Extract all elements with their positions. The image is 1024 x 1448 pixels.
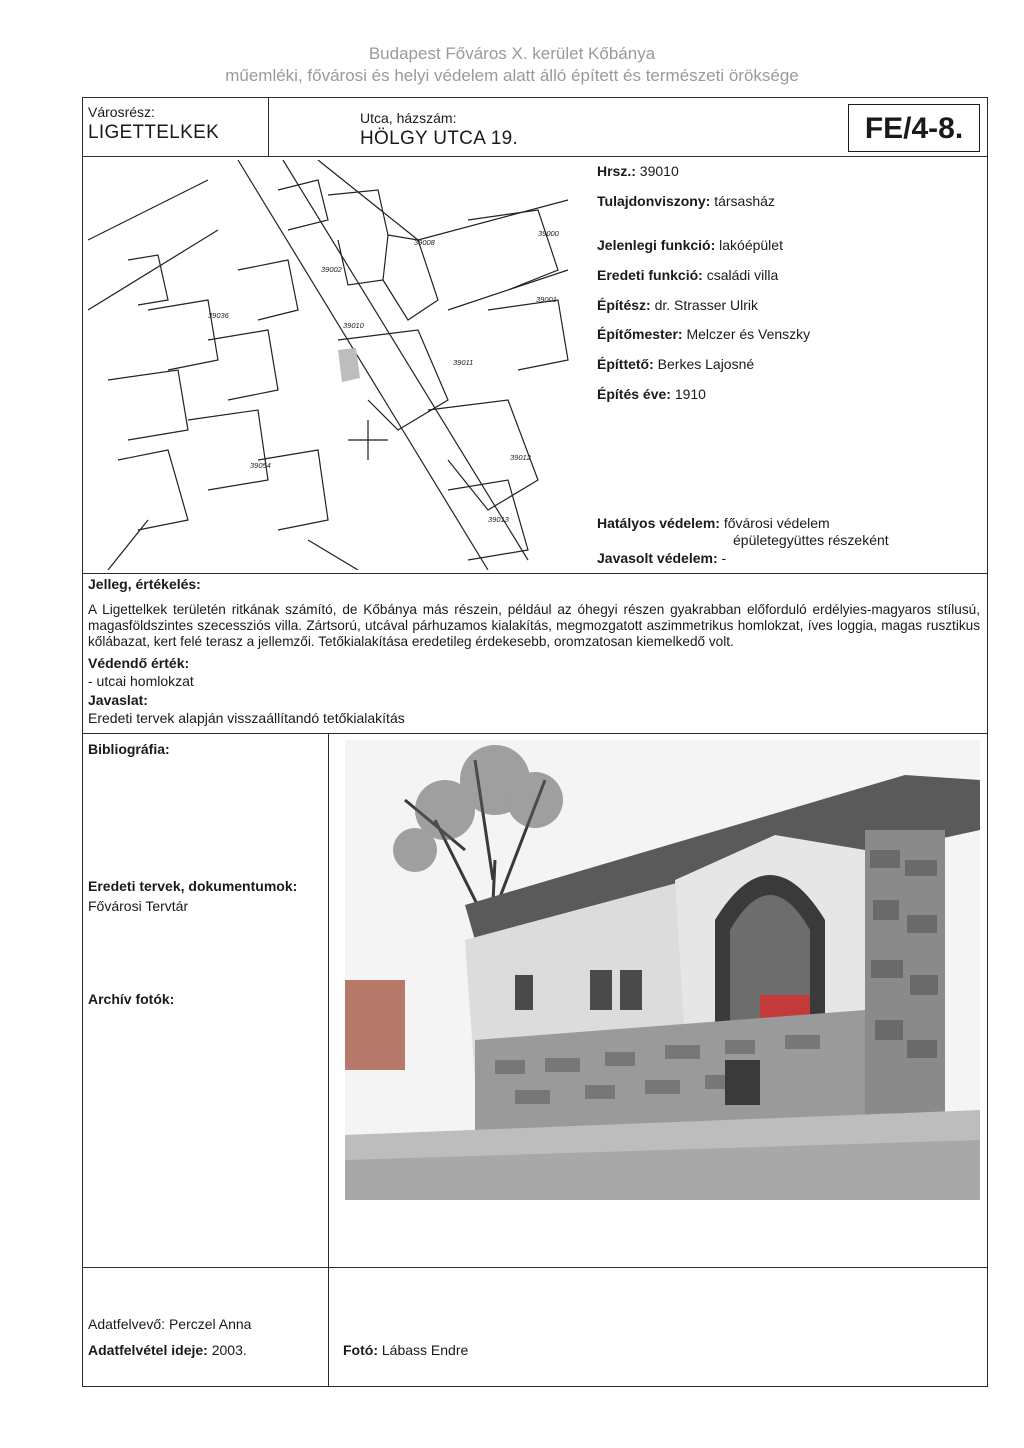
recorder-value: Perczel Anna: [168, 1316, 252, 1332]
protection-row: [597, 515, 830, 531]
street-label: Utca, házszám:: [360, 110, 457, 126]
proposed-row: [597, 550, 726, 566]
builder-row: [597, 326, 810, 342]
current-function-row: [597, 237, 783, 253]
parcel-number: 39012: [510, 453, 531, 462]
parcel-number: 39000: [538, 229, 559, 238]
ownership-label: Tulajdonviszony:: [597, 193, 711, 209]
architect-label: Építész:: [597, 297, 651, 313]
archive-photos-label: Archív fotók:: [88, 991, 175, 1007]
parcel-number: 39008: [414, 238, 435, 247]
parcel-number: 39002: [321, 265, 342, 274]
proposed-label: Javasolt védelem:: [597, 550, 718, 566]
client-row: [597, 356, 754, 372]
photo-label: Fotó:: [343, 1342, 378, 1358]
original-function-row: [597, 267, 778, 283]
rule-left-column: [328, 733, 329, 1387]
builder-label: Építőmester:: [597, 326, 683, 342]
documents-label: Eredeti tervek, dokumentumok:: [88, 878, 298, 894]
recorder-label: Adatfelvevő:: [88, 1316, 166, 1332]
rule-under-map: [83, 573, 987, 574]
parcel-number: 39013: [488, 515, 509, 524]
photo-credit-row: [343, 1342, 468, 1358]
date-value: 2003.: [211, 1342, 247, 1358]
header-title: Budapest Főváros X. kerület Kőbánya: [368, 44, 656, 63]
builder-value: Melczer és Venszky: [686, 326, 811, 342]
date-row: [88, 1342, 247, 1358]
ownership-row: [597, 193, 775, 209]
year-value: 1910: [674, 386, 706, 402]
date-label: Adatfelvétel ideje:: [88, 1342, 208, 1358]
parcel-number: 39036: [208, 311, 229, 320]
current-function-value: lakóépület: [719, 237, 783, 253]
cadastral-map: [88, 160, 588, 570]
value-label: Védendő érték:: [88, 655, 190, 671]
rule-top-divider: [268, 98, 269, 156]
original-function-value: családi villa: [706, 267, 779, 283]
district-value: LIGETTELKEK: [88, 122, 220, 143]
bibliography-label: Bibliográfia:: [88, 741, 170, 757]
protection-label: Hatályos védelem:: [597, 515, 720, 531]
current-function-label: Jelenlegi funkció:: [597, 237, 716, 253]
value-text: - utcai homlokzat: [88, 673, 194, 689]
photo-value: Lábass Endre: [381, 1342, 469, 1358]
hrsz-value: 39010: [639, 163, 679, 179]
proposed-value: -: [721, 550, 727, 566]
record-code: FE/4-8.: [848, 104, 980, 152]
year-label: Építés éve:: [597, 386, 671, 402]
original-function-label: Eredeti funkció:: [597, 267, 703, 283]
header-subtitle: műemléki, fővárosi és helyi védelem alatt álló épített és természeti öröksége: [225, 66, 799, 85]
architect-value: dr. Strasser Ulrik: [654, 297, 759, 313]
year-row: [597, 386, 706, 402]
protection-value-line2: épületegyüttes részeként: [733, 532, 889, 548]
district-label: Városrész:: [88, 104, 155, 120]
parcel-number: 39011: [453, 358, 474, 367]
evaluation-label: Jelleg, értékelés:: [88, 576, 201, 592]
client-label: Építtető:: [597, 356, 654, 372]
rule-top: [83, 156, 987, 157]
documents-value: Fővárosi Tervtár: [88, 898, 189, 914]
protection-value: fővárosi védelem: [723, 515, 830, 531]
hrsz-row: [597, 163, 679, 179]
parcel-number: 39054: [250, 461, 271, 470]
rule-under-photo: [83, 1267, 987, 1268]
parcel-number: 39001: [536, 295, 557, 304]
street-value: HÖLGY UTCA 19.: [360, 128, 519, 149]
recorder-row: [88, 1316, 251, 1332]
ownership-value: társasház: [714, 193, 775, 209]
parcel-number: 39010: [343, 321, 364, 330]
hrsz-label: Hrsz.:: [597, 163, 636, 179]
architect-row: [597, 297, 758, 313]
rule-under-text: [83, 733, 987, 734]
client-value: Berkes Lajosné: [657, 356, 755, 372]
evaluation-text: A Ligettelkek területén ritkának számító, de Kőbánya más részein, például az óhegyi részen gyakrabban előforduló erdélyies-magyaros stílusú, magasföldszintes szecessziós villa. Zártsorú, utcával párhuzamos kialakítás, megmozgatott aszimmetrikus homlokzat, íves loggia, magas rusztikus kőlábazat, kert felé terasz a jellemzői. Tetőkialakítása eredetileg érdekesebb, oromzatosan kiemelkedő volt.: [88, 602, 980, 649]
building-photo: [345, 740, 980, 1200]
proposal-label: Javaslat:: [88, 692, 148, 708]
proposal-text: Eredeti tervek alapján visszaállítandó tetőkialakítás: [88, 710, 405, 726]
